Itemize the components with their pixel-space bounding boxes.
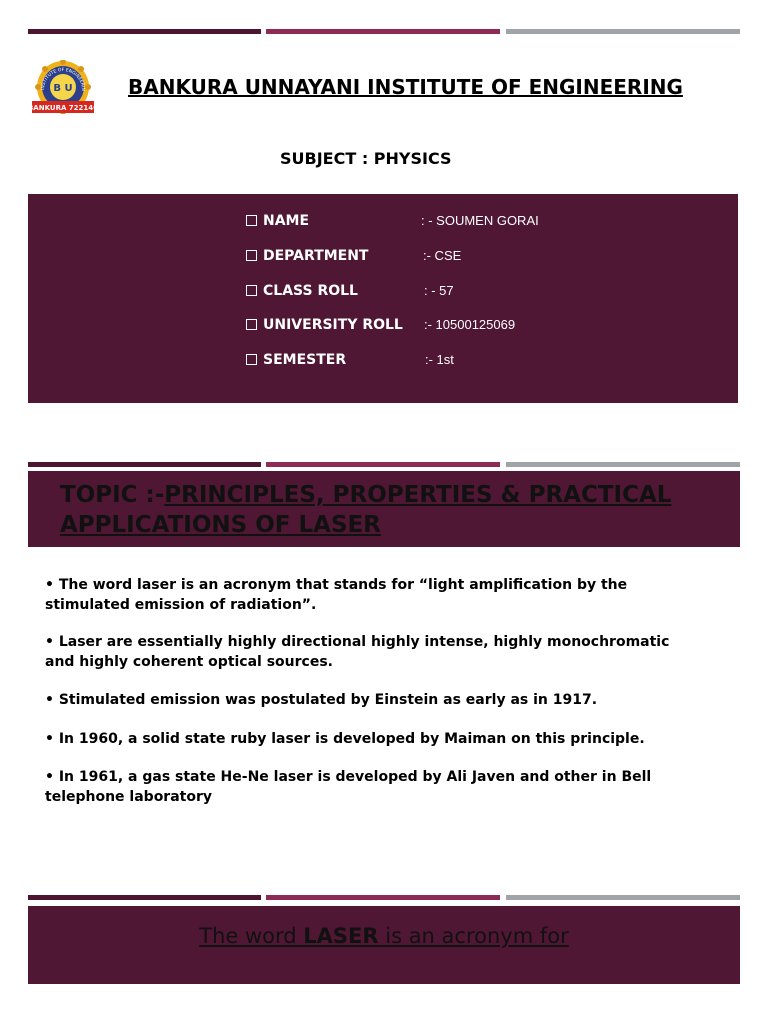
topic-line-2: APPLICATIONS OF LASER [60, 512, 381, 538]
accent-bars-slide2 [28, 462, 740, 467]
accent-bar-dark [28, 29, 261, 34]
info-label: UNIVERSITY ROLL [263, 317, 403, 333]
checkbox-bullet-icon [246, 319, 257, 330]
accent-bar-grey [506, 29, 740, 34]
acronym-panel [28, 906, 740, 984]
info-value: : - SOUMEN GORAI [421, 213, 539, 228]
info-row-class-roll [246, 283, 454, 299]
topic-panel [28, 471, 740, 547]
acronym-text: The word [199, 924, 304, 948]
acronym-text: is an acronym for [378, 924, 569, 948]
bullet-item: • In 1961, a gas state He-Ne laser is developed by Ali Javen and other in Bell telephone laboratory [45, 769, 652, 805]
checkbox-bullet-icon [246, 250, 257, 261]
acronym-heading [28, 924, 740, 948]
accent-bars-top [28, 29, 740, 34]
accent-bar-magenta [266, 895, 500, 900]
info-value: :- 1st [425, 352, 454, 367]
accent-bar-grey [506, 895, 740, 900]
topic-line-1: PRINCIPLES, PROPERTIES & PRACTICAL [164, 482, 672, 508]
info-label: CLASS ROLL [263, 283, 358, 299]
checkbox-bullet-icon [246, 354, 257, 365]
accent-bar-magenta [266, 462, 500, 467]
student-info-panel [28, 194, 738, 403]
info-row-department [246, 248, 462, 264]
institute-logo [30, 60, 96, 114]
accent-bar-dark [28, 895, 261, 900]
bullet-item: • Laser are essentially highly directional highly intense, highly monochromatic and highly coherent optical sources. [45, 634, 670, 670]
checkbox-bullet-icon [246, 285, 257, 296]
bullet-item: • Stimulated emission was postulated by Einstein as early as in 1917. [45, 692, 598, 708]
info-row-name [246, 213, 539, 229]
accent-bar-grey [506, 462, 740, 467]
acronym-word: LASER [303, 924, 379, 948]
info-label: NAME [263, 213, 310, 229]
info-label: DEPARTMENT [263, 248, 369, 264]
info-row-university-roll [246, 317, 516, 333]
info-value: :- 10500125069 [424, 317, 516, 332]
bullet-item: • In 1960, a solid state ruby laser is developed by Maiman on this principle. [45, 731, 645, 747]
bullet-item: • The word laser is an acronym that stands for “light amplification by the stimulated emission of radiation”. [45, 577, 628, 613]
info-value: : - 57 [424, 283, 454, 298]
topic-title [60, 480, 730, 540]
info-label: SEMESTER [263, 352, 347, 368]
info-value: :- CSE [423, 248, 462, 263]
svg-text:INSTITUTE OF ENGINEERING: INSTITUTE OF ENGINEERIN [40, 67, 86, 92]
accent-bar-dark [28, 462, 261, 467]
accent-bars-slide3 [28, 895, 740, 900]
accent-bar-magenta [266, 29, 500, 34]
info-row-semester [246, 352, 454, 368]
subject-heading: SUBJECT : PHYSICS [280, 149, 452, 168]
checkbox-bullet-icon [246, 215, 257, 226]
topic-prefix: TOPIC :- [60, 482, 165, 508]
institute-title: BANKURA UNNAYANI INSTITUTE OF ENGINEERING [128, 75, 683, 99]
svg-text:B U: B U [53, 83, 73, 94]
svg-text:BANKURA 722146: BANKURA 722146 [30, 104, 96, 112]
